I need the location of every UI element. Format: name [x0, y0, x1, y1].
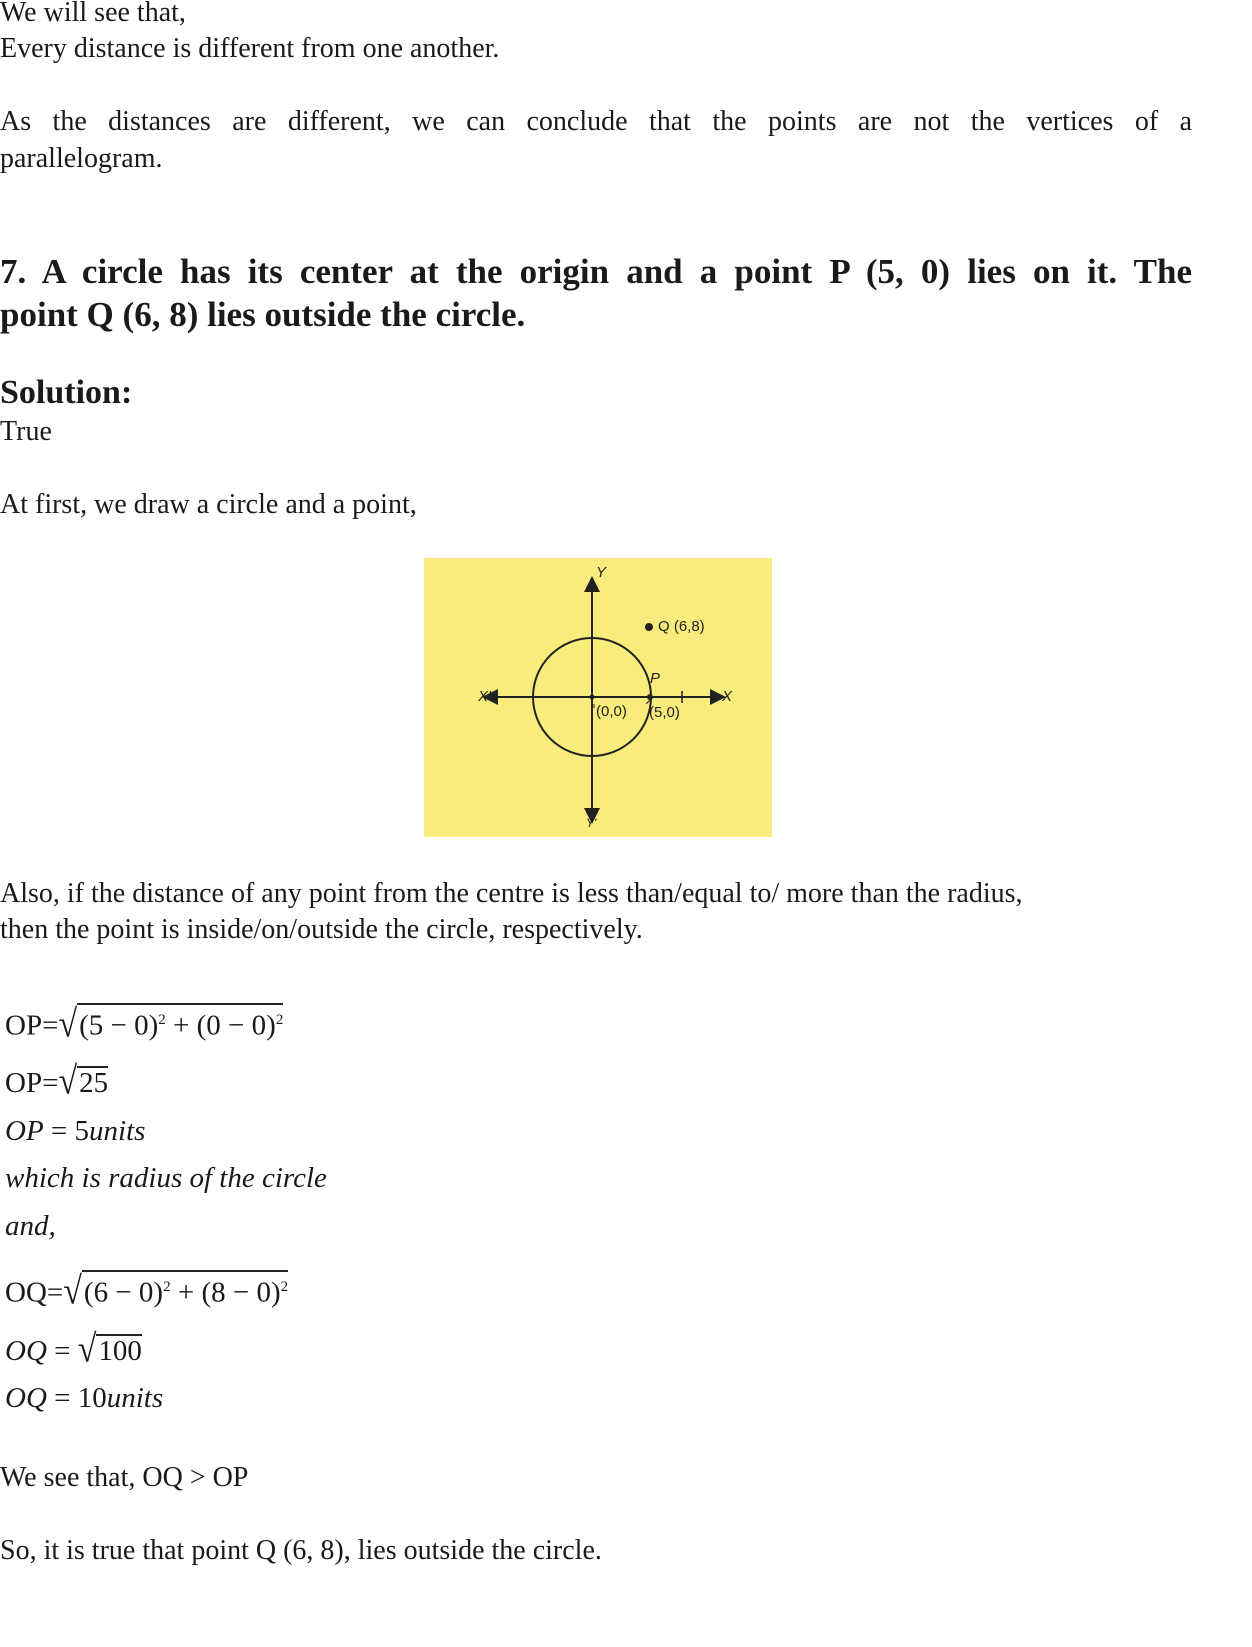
text-line: Every distance is different from one another. — [0, 33, 500, 64]
radius-note: which is radius of the circle — [5, 1162, 327, 1194]
point-q — [645, 623, 653, 631]
text-line: We will see that, — [0, 0, 186, 28]
text-line: Also, if the distance of any point from the centre is less than/equal to/ more than the radius, — [0, 878, 1023, 909]
origin-label: (0,0) — [596, 703, 627, 720]
q-label: Q (6,8) — [658, 618, 705, 635]
question-title: 7. A circle has its center at the origin and a point P (5, 0) lies on it. The — [0, 252, 1192, 291]
and-text: and, — [5, 1210, 56, 1242]
equation-op: $OP=√(5 - 0)^2 + (0 - 0)^2$ — [5, 1002, 284, 1046]
solution-heading: Solution: — [0, 374, 133, 411]
equation-oq: $OQ=√(6 - 0)^2 + (8 - 0)^2$ — [5, 1269, 289, 1313]
text-line: then the point is inside/on/outside the circle, respectively. — [0, 914, 643, 945]
circle-diagram — [424, 558, 772, 837]
point-p — [647, 694, 653, 700]
x-label: X — [722, 688, 733, 705]
equation-op-sqrt: OP=√25 — [5, 1060, 109, 1103]
conclusion: So, it is true that point Q (6, 8), lies outside the circle. — [0, 1535, 602, 1566]
question-title: point Q (6, 8) lies outside the circle. — [0, 295, 526, 334]
equation-op-result: OP = 5units — [5, 1115, 146, 1147]
text-line: parallelogram. — [0, 143, 163, 174]
p-label: P — [650, 670, 661, 687]
equation-oq-sqrt: OQ = √100 — [5, 1328, 142, 1371]
y-prime-label: Y' — [586, 816, 597, 830]
origin-point — [590, 695, 595, 700]
text-line: At first, we draw a circle and a point, — [0, 489, 417, 520]
comparison: We see that, OQ > OP — [0, 1462, 249, 1493]
p-coord-label: (5,0) — [649, 704, 680, 721]
text-line: As the distances are different, we can conclude that the points are not the vertices of a — [0, 106, 1192, 137]
equation-oq-result: OQ = 10units — [5, 1382, 164, 1414]
x-prime-label: X' — [478, 688, 491, 705]
answer: True — [0, 416, 52, 447]
y-label: Y — [596, 564, 607, 581]
